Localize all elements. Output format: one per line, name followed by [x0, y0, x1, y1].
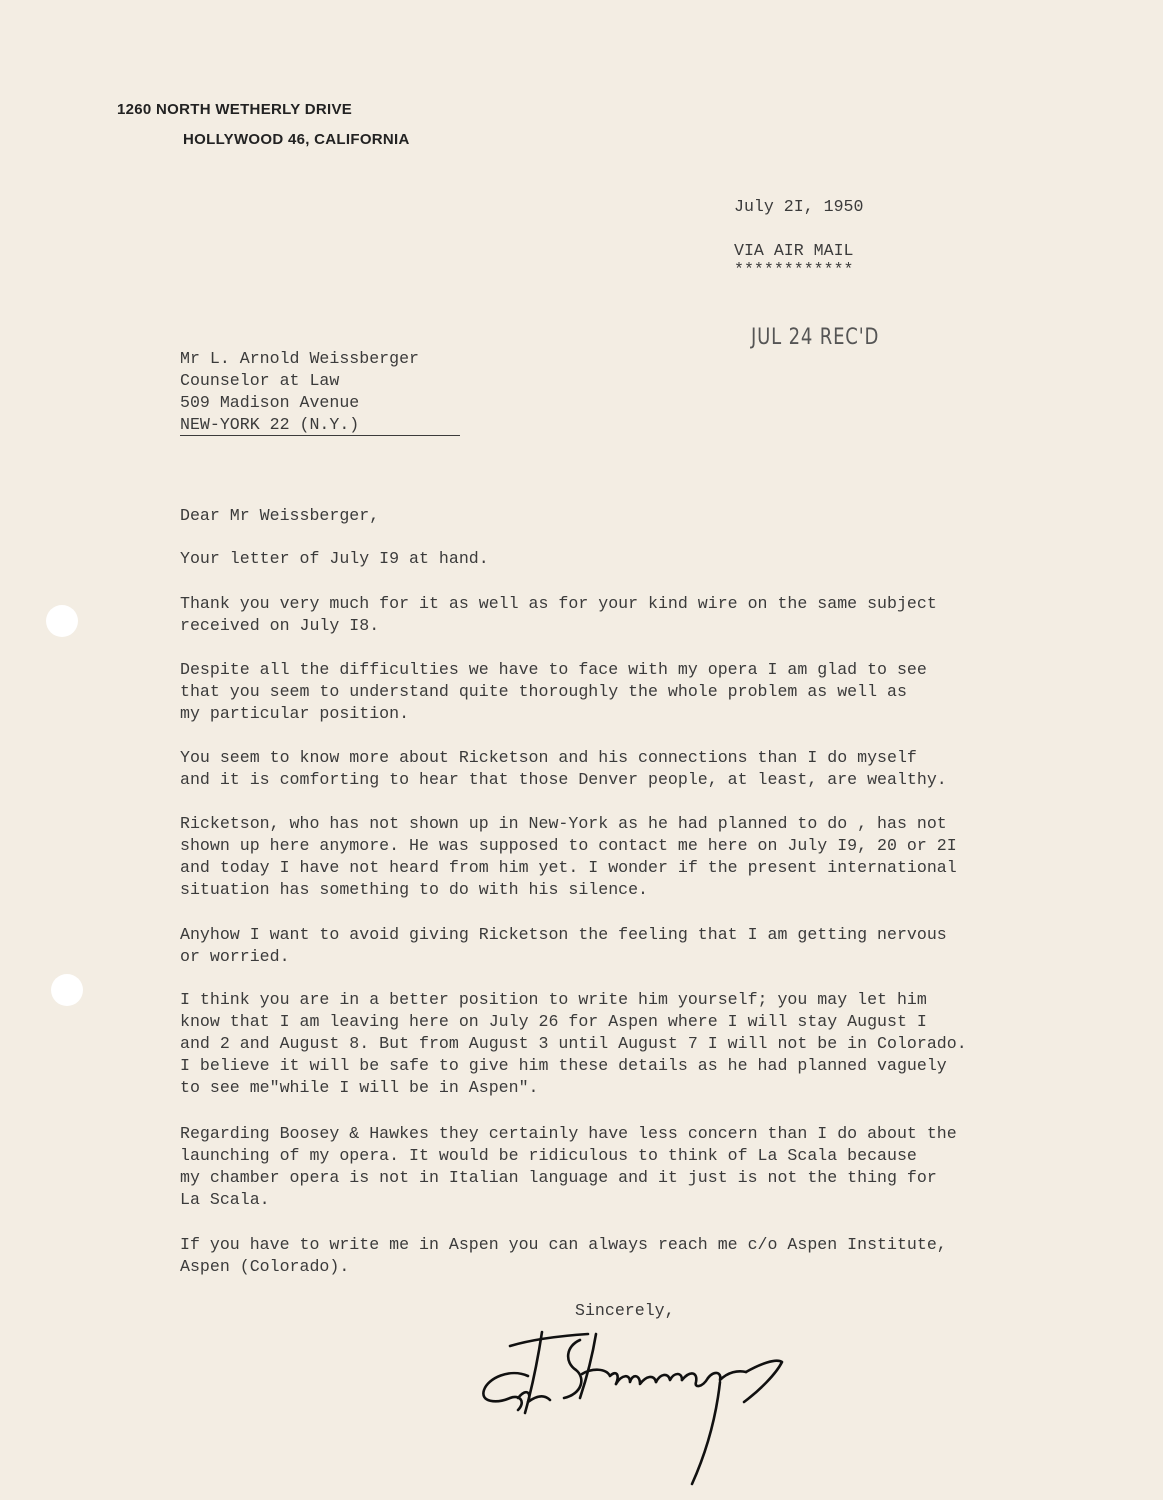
asterisk-line: ************ — [734, 260, 854, 279]
signature — [470, 1318, 800, 1493]
body-line: my chamber opera is not in Italian language and it just is not the thing for — [180, 1168, 937, 1187]
body-line: to see me"while I will be in Aspen". — [180, 1078, 539, 1097]
recipient-title: Counselor at Law — [180, 371, 340, 390]
recipient-name: Mr L. Arnold Weissberger — [180, 349, 419, 368]
body-line: or worried. — [180, 947, 290, 966]
body-line: Regarding Boosey & Hawkes they certainly have less concern than I do about the — [180, 1124, 957, 1143]
body-line: situation has something to do with his silence. — [180, 880, 649, 899]
body-line: Anyhow I want to avoid giving Ricketson the feeling that I am getting nervous — [180, 925, 947, 944]
body-line: Aspen (Colorado). — [180, 1257, 350, 1276]
address-underline — [180, 435, 460, 436]
punch-hole-top — [46, 605, 78, 637]
letterhead-street: 1260 NORTH WETHERLY DRIVE — [117, 101, 353, 118]
body-line: received on July I8. — [180, 616, 380, 635]
mail-method: VIA AIR MAIL — [734, 241, 854, 260]
punch-hole-bottom — [51, 974, 83, 1006]
letter-date: July 2I, 1950 — [734, 197, 864, 216]
body-line: that you seem to understand quite thoroughly the whole problem as well as — [180, 682, 907, 701]
body-line: La Scala. — [180, 1190, 270, 1209]
received-stamp: JUL 24 REC'D — [751, 325, 880, 350]
salutation: Dear Mr Weissberger, — [180, 506, 380, 525]
body-line: You seem to know more about Ricketson and his connections than I do myself — [180, 748, 917, 767]
recipient-city: NEW-YORK 22 (N.Y.) — [180, 415, 360, 434]
body-line: and it is comforting to hear that those Denver people, at least, are wealthy. — [180, 770, 947, 789]
body-line: my particular position. — [180, 704, 410, 723]
body-line: know that I am leaving here on July 26 for Aspen where I will stay August I — [180, 1012, 927, 1031]
body-line: Despite all the difficulties we have to face with my opera I am glad to see — [180, 660, 927, 679]
body-line: Your letter of July I9 at hand. — [180, 549, 489, 568]
letterhead-city: HOLLYWOOD 46, CALIFORNIA — [183, 131, 410, 148]
body-line: launching of my opera. It would be ridiculous to think of La Scala because — [180, 1146, 917, 1165]
body-line: Ricketson, who has not shown up in New-York as he had planned to do , has not — [180, 814, 947, 833]
body-line: and 2 and August 8. But from August 3 until August 7 I will not be in Colorado. — [180, 1034, 967, 1053]
body-line: If you have to write me in Aspen you can always reach me c/o Aspen Institute, — [180, 1235, 947, 1254]
recipient-street: 509 Madison Avenue — [180, 393, 360, 412]
body-line: I think you are in a better position to write him yourself; you may let him — [180, 990, 927, 1009]
closing: Sincerely, — [575, 1301, 675, 1320]
body-line: and today I have not heard from him yet. I wonder if the present international — [180, 858, 957, 877]
body-line: Thank you very much for it as well as for your kind wire on the same subject — [180, 594, 937, 613]
body-line: I believe it will be safe to give him these details as he had planned vaguely — [180, 1056, 947, 1075]
body-line: shown up here anymore. He was supposed to contact me here on July I9, 20 or 2I — [180, 836, 957, 855]
